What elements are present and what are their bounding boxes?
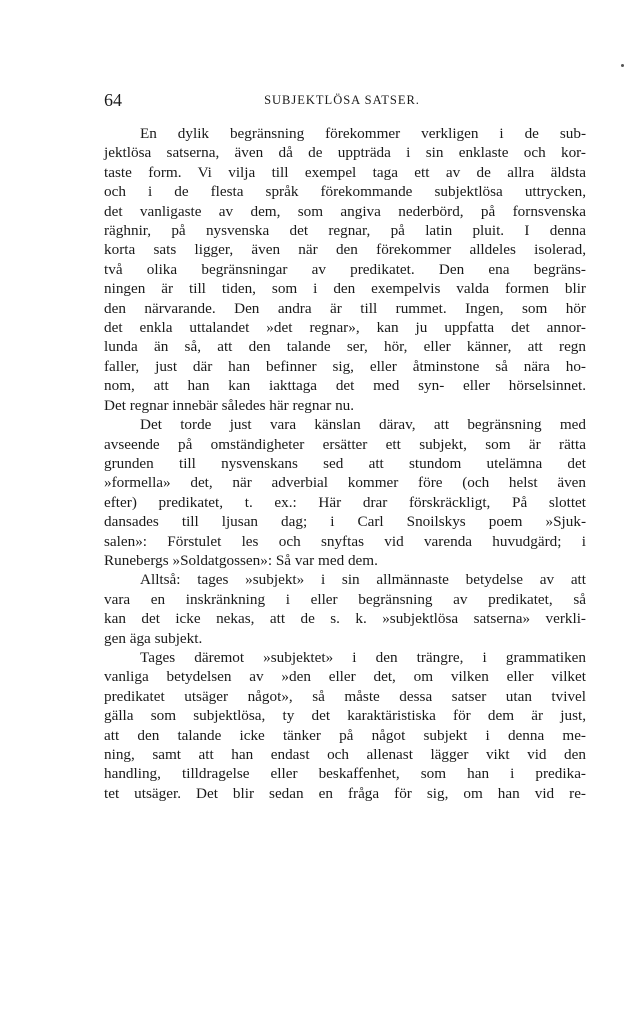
- text-line: korta sats ligger, även när den förekommer alldeles isolerad,: [104, 241, 586, 259]
- text-line: En dylik begränsning förekommer verkligen i de sub-: [140, 125, 586, 142]
- text-line: faller, just där han befinner sig, eller åtminstone så nära ho-: [104, 357, 586, 375]
- margin-mark: [621, 64, 624, 67]
- text-line: »formella» det, när adverbial kommer före (och helst även: [104, 474, 586, 492]
- text-line: nom, att han kan iakttaga det med syn- eller hörselsinnet.: [104, 377, 586, 395]
- text-line: avseende på omständigheter ersätter ett subjekt, som är rätta: [104, 435, 586, 453]
- text-line: lunda än så, att den talande ser, hör, eller känner, att regn: [104, 338, 586, 356]
- text-line: gen äga subjekt.: [104, 629, 203, 647]
- text-line: grunden till nysvenskans sed att stundom utelämna det: [104, 454, 586, 472]
- text-line: Alltså: tages »subjekt» i sin allmännaste betydelse av att: [140, 571, 586, 589]
- text-line: ning, samt att han endast och allenast lägger vikt vid den: [104, 746, 586, 763]
- page-header: [104, 90, 580, 114]
- text-line: och i de flesta språk förekommande subjektlösa uttrycken,: [104, 183, 586, 201]
- text-line: predikatet utsäger något», så måste dessa satser utan tvivel: [104, 687, 586, 705]
- text-line: dansades till ljusan dag; i Carl Snoilskys poem »Sjuk-: [104, 513, 586, 531]
- text-line: vara en inskränkning i eller begränsning av predikatet, så: [104, 590, 586, 608]
- text-line: ningen är till tiden, som i den exempelvis valda formen blir: [104, 280, 586, 298]
- text-line: Runebergs »Soldatgossen»: Så var med dem.: [104, 551, 378, 569]
- text-line: tet utsäger. Det blir sedan en fråga för sig, om han vid re-: [104, 784, 586, 802]
- text-line: den närvarande. Den andra är till rummet. Ingen, som hör: [104, 299, 586, 317]
- text-line: jektlösa satserna, även då de uppträda i sin enklaste och kor-: [104, 144, 586, 162]
- text-line: kan det icke nekas, att de s. k. »subjektlösa satserna» verkli-: [104, 610, 586, 628]
- text-line: Det regnar innebär således här regnar nu.: [104, 396, 355, 414]
- text-line: taste form. Vi vilja till exempel taga ett av de allra äldsta: [104, 163, 586, 181]
- text-line: det enkla uttalandet »det regnar», kan ju uppfatta det annor-: [104, 319, 586, 337]
- body-text: [104, 124, 586, 803]
- text-line: salen»: Förstulet les och snyftas vid varenda huvudgärd; i: [104, 532, 586, 550]
- text-line: efter) predikatet, t. ex.: Här drar förskräckligt, På slottet: [104, 493, 586, 511]
- text-line: Det torde just vara känslan därav, att begränsning med: [140, 416, 586, 434]
- running-head: SUBJEKTLÖSA SATSER.: [264, 93, 420, 107]
- text-line: två olika begränsningar av predikatet. Den ena begräns-: [104, 260, 586, 278]
- text-line: gälla som subjektlösa, ty det karaktäristiska för dem är just,: [104, 707, 586, 725]
- text-line: det vanligaste av dem, som angiva nederbörd, på fornsvenska: [104, 202, 586, 220]
- page-number: 64: [104, 90, 122, 110]
- text-line: vanliga betydelsen av »den eller det, om vilken eller vilket: [104, 668, 586, 686]
- text-line: handling, tilldragelse eller beskaffenhet, som han i predika-: [104, 765, 586, 783]
- text-line: att den talande icke tänker på något subjekt i denna me-: [104, 726, 586, 744]
- text-line: räghnir, på nysvenska det regnar, på latin pluit. I denna: [104, 222, 586, 240]
- text-line: Tages däremot »subjektet» i den trängre, i grammatiken: [140, 648, 586, 666]
